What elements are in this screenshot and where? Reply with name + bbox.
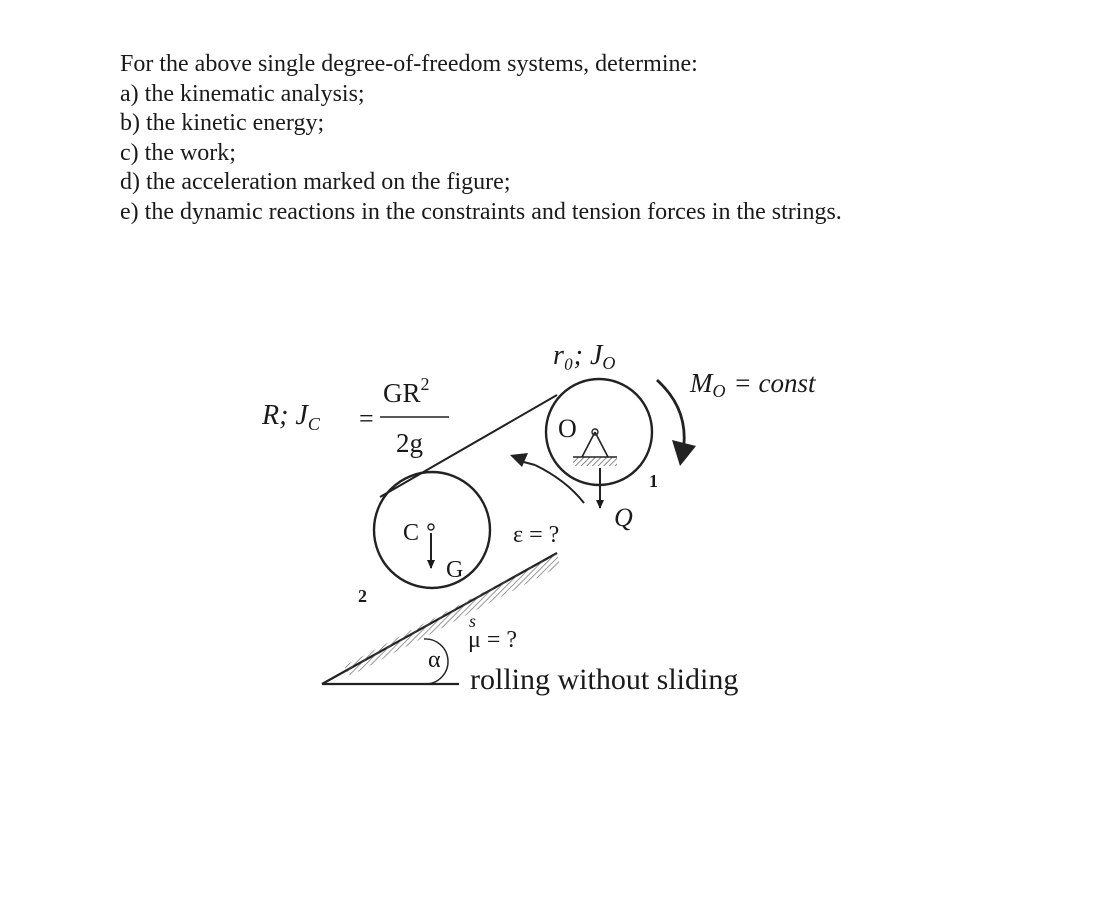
angular-acceleration-label: ε = ? [513, 522, 560, 548]
point-O-label: O [558, 414, 577, 443]
task-item-c: c) the work; [120, 139, 236, 166]
weight-Q-label: Q [614, 503, 633, 532]
pulley-params-label: r₀; JO [553, 340, 616, 373]
problem-intro: For the above single degree-of-freedom systems, determine: [120, 51, 698, 77]
displacement-s-label: s [469, 611, 477, 631]
friction-label: μ = ? [468, 627, 518, 653]
pin-support-hatching [573, 457, 617, 466]
body-2-label: 2 [358, 586, 367, 606]
cylinder-params-label: R; $J_C$ [262, 400, 320, 434]
pulley [546, 379, 652, 508]
angle-alpha-label: α [428, 647, 441, 673]
moment-label: MO = const [690, 368, 816, 401]
task-item-e: e) the dynamic reactions in the constraints and tension forces in the strings. [120, 198, 842, 225]
rolling-condition-label: rolling without sliding [470, 663, 739, 696]
point-C-label: C [403, 520, 420, 546]
task-item-a: a) the kinematic analysis; [120, 80, 365, 107]
inertia-numerator: $GR^2$ [383, 374, 430, 408]
weight-G-label: G [446, 557, 464, 583]
task-item-b: b) the kinetic energy; [120, 110, 325, 137]
inertia-denominator: 2g [396, 428, 423, 458]
inertia-equals: = [359, 404, 374, 433]
center-C-dot [428, 524, 434, 530]
body-1-label: 1 [649, 471, 658, 491]
task-item-d: d) the acceleration marked on the figure; [120, 169, 511, 196]
